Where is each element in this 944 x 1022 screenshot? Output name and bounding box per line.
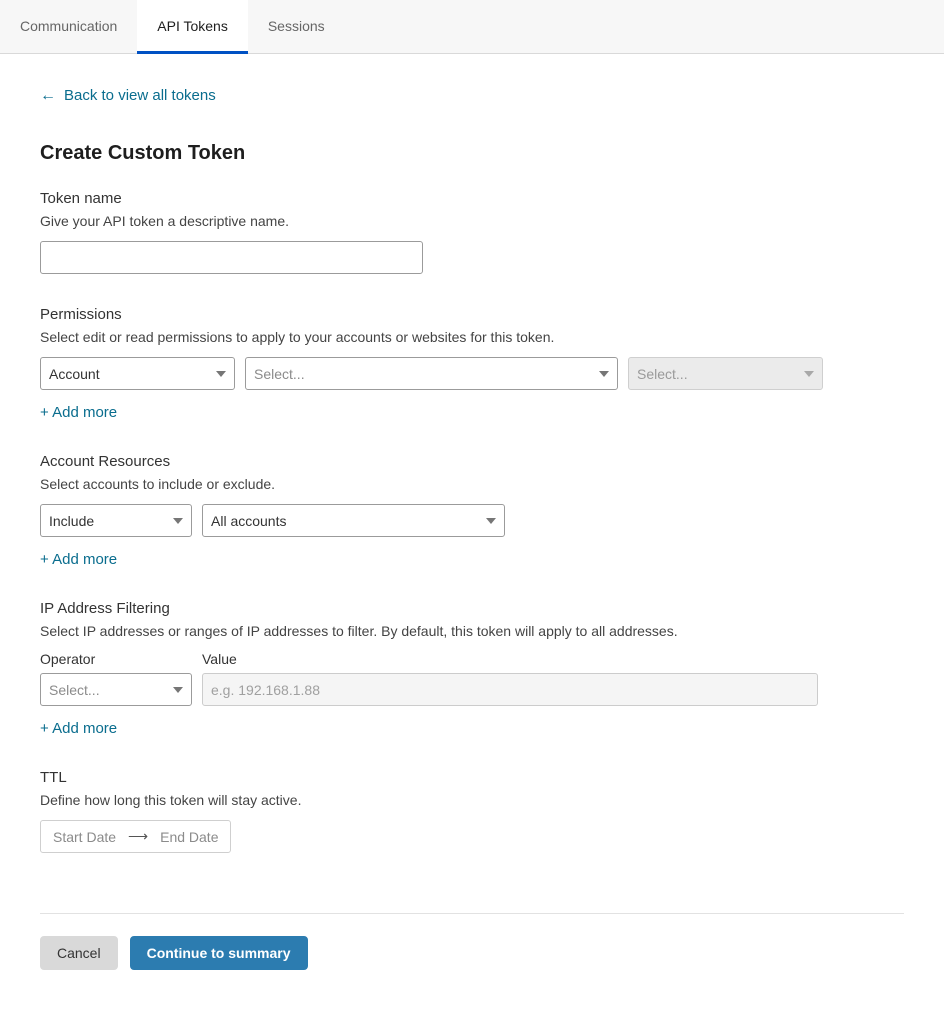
account-resources-section bbox=[40, 453, 904, 568]
ip-value-input[interactable] bbox=[202, 673, 818, 706]
account-resources-row bbox=[40, 504, 904, 537]
chevron-down-icon bbox=[173, 687, 183, 693]
back-to-all-tokens-link[interactable] bbox=[40, 87, 216, 104]
ip-operator-value: Select... bbox=[49, 681, 100, 698]
account-resource-mode-value: Include bbox=[49, 512, 95, 529]
tab-bar bbox=[0, 0, 944, 54]
ttl-end-date-value: End Date bbox=[160, 828, 219, 845]
permission-level-select[interactable] bbox=[628, 357, 823, 390]
chevron-down-icon bbox=[173, 518, 183, 524]
account-resource-account-value: All accounts bbox=[211, 512, 287, 529]
permission-scope-select[interactable] bbox=[40, 357, 235, 390]
chevron-down-icon bbox=[216, 371, 226, 377]
account-resource-account-select[interactable] bbox=[202, 504, 505, 537]
tab-communication-label: Communication bbox=[20, 17, 118, 34]
continue-to-summary-button[interactable]: Continue to summary bbox=[130, 936, 308, 970]
back-link-label: Back to view all tokens bbox=[64, 87, 216, 104]
permissions-add-more-button[interactable]: + Add more bbox=[40, 404, 118, 421]
ip-filtering-add-more-button[interactable]: + Add more bbox=[40, 720, 118, 737]
ip-filtering-description: Select IP addresses or ranges of IP addresses to filter. By default, this token will apply to all addresses. bbox=[40, 623, 678, 639]
ttl-section bbox=[40, 769, 904, 853]
permission-resource-value: Select... bbox=[254, 365, 305, 382]
permission-level-value: Select... bbox=[637, 365, 688, 382]
tab-api-tokens-label: API Tokens bbox=[157, 17, 228, 34]
chevron-down-icon bbox=[486, 518, 496, 524]
ip-operator-select[interactable] bbox=[40, 673, 192, 706]
tab-sessions-label: Sessions bbox=[267, 17, 325, 34]
tab-communication[interactable] bbox=[0, 0, 137, 54]
ip-filtering-label: IP Address Filtering bbox=[40, 600, 170, 617]
arrow-right-icon: ⟶ bbox=[128, 828, 149, 844]
ttl-date-range-picker[interactable] bbox=[40, 820, 231, 853]
back-arrow-icon: ← bbox=[40, 86, 56, 104]
account-resource-mode-select[interactable] bbox=[40, 504, 192, 537]
ip-value-label: Value bbox=[202, 651, 237, 667]
ttl-description: Define how long this token will stay active. bbox=[40, 792, 302, 808]
footer-divider bbox=[40, 913, 904, 914]
chevron-down-icon bbox=[599, 371, 609, 377]
permissions-label: Permissions bbox=[40, 306, 122, 323]
permissions-section bbox=[40, 306, 904, 421]
chevron-down-icon bbox=[804, 371, 814, 377]
permissions-row bbox=[40, 357, 904, 390]
ttl-start-date-value: Start Date bbox=[53, 828, 117, 845]
tab-sessions[interactable] bbox=[248, 0, 345, 54]
account-resources-add-more-button[interactable]: + Add more bbox=[40, 551, 118, 568]
permissions-description: Select edit or read permissions to apply to your accounts or websites for this token. bbox=[40, 329, 555, 345]
permission-resource-select[interactable] bbox=[245, 357, 618, 390]
tab-api-tokens[interactable] bbox=[137, 0, 248, 54]
token-name-description: Give your API token a descriptive name. bbox=[40, 213, 290, 229]
cancel-button[interactable]: Cancel bbox=[40, 936, 118, 970]
main-content bbox=[0, 87, 944, 970]
ttl-label: TTL bbox=[40, 769, 67, 786]
account-resources-label: Account Resources bbox=[40, 453, 171, 470]
account-resources-description: Select accounts to include or exclude. bbox=[40, 476, 276, 492]
ip-filtering-section bbox=[40, 600, 904, 737]
token-name-input[interactable] bbox=[40, 241, 423, 274]
footer-actions bbox=[40, 936, 904, 970]
ip-operator-label: Operator bbox=[40, 651, 96, 667]
ip-filtering-row bbox=[40, 651, 904, 706]
token-name-label: Token name bbox=[40, 190, 122, 207]
page-title: Create Custom Token bbox=[40, 142, 246, 164]
permission-scope-value: Account bbox=[49, 365, 100, 382]
token-name-section bbox=[40, 190, 904, 274]
